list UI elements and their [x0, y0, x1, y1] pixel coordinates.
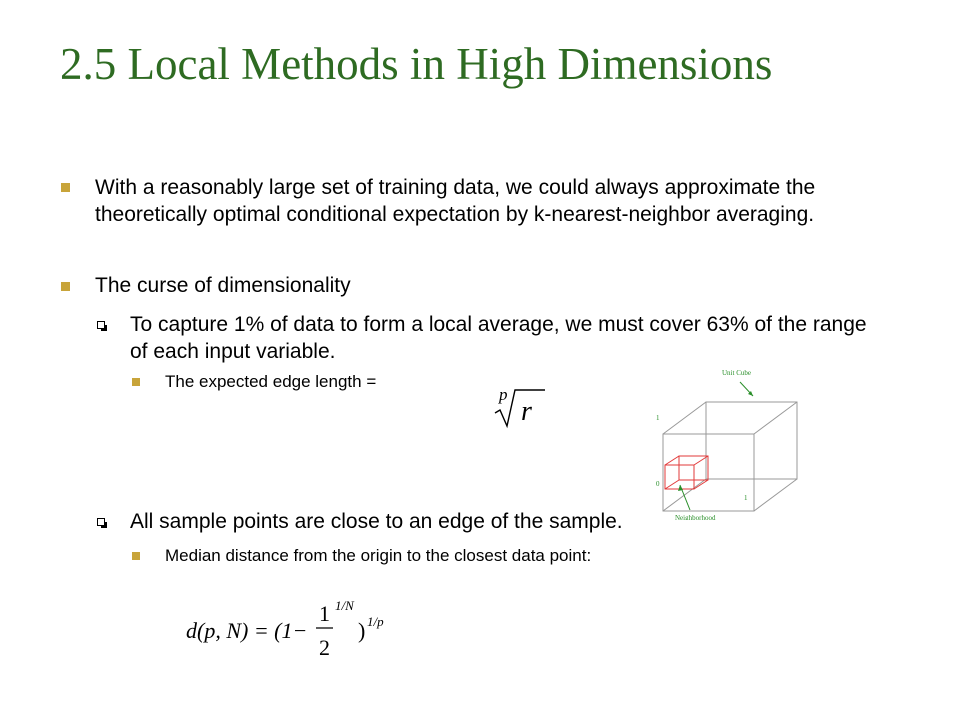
radicand: r [521, 396, 532, 427]
sub-bullet-capture-text: To capture 1% of data to form a local average, we must cover 63% of the range of each input variable. [130, 313, 867, 363]
expected-edge-length-text: The expected edge length = [165, 372, 377, 391]
cube-edge [663, 402, 706, 434]
bullet-marker [61, 282, 70, 291]
formula-lhs: d(p, N) = (1− [186, 618, 308, 643]
median-distance-formula [186, 592, 401, 664]
unit-cube-figure [650, 360, 810, 520]
inner-exponent: 1/N [335, 598, 354, 613]
cube-edge [754, 479, 797, 511]
slide-title: 2.5 Local Methods in High Dimensions [60, 39, 773, 89]
axis-tick-label: 1 [656, 414, 660, 422]
edge-length-formula [485, 384, 555, 430]
arrow-head [678, 485, 683, 491]
bullet-knn-text: With a reasonably large set of training data, we could always approximate the theoretically optimal conditional expectation by k-nearest-neighbor averaging. [95, 176, 816, 226]
sub-sub-bullet-marker [132, 378, 140, 386]
fraction-denominator: 2 [319, 635, 330, 660]
cube-edge [754, 402, 797, 434]
sub-sub-bullet-marker [132, 552, 140, 560]
sub-bullet-marker [97, 518, 105, 526]
axis-tick-label: 1 [744, 494, 748, 502]
unit-cube-label: Unit Cube [722, 369, 751, 377]
neighborhood-label: Neighborhood [675, 514, 716, 520]
axis-tick-label: 0 [656, 480, 660, 488]
sub-bullet-marker [97, 321, 105, 329]
bullet-marker [61, 183, 70, 192]
sub-bullet-edge-text: All sample points are close to an edge of the sample. [130, 510, 623, 533]
neighborhood-cube [665, 456, 708, 489]
cube-back-face [706, 402, 797, 479]
median-distance-text: Median distance from the origin to the closest data point: [165, 546, 592, 565]
closing-paren: ) [358, 618, 366, 643]
bullet-curse-text: The curse of dimensionality [95, 274, 351, 297]
outer-exponent: 1/p [367, 614, 384, 629]
root-index: p [499, 385, 508, 404]
fraction-numerator: 1 [319, 601, 330, 626]
